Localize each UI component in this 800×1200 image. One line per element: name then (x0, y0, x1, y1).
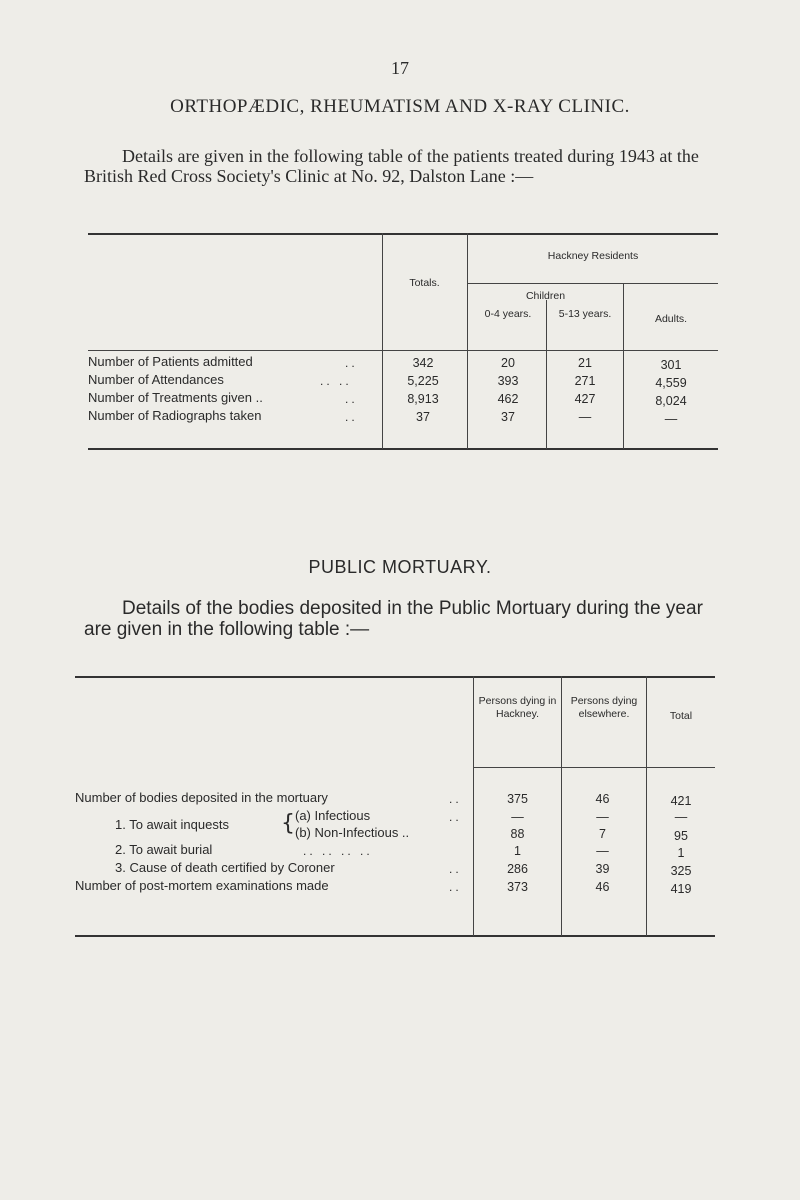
cell-age-5-13: 427 (574, 392, 596, 406)
row-label: (a) Infectious (295, 808, 371, 823)
header-hackney-residents: Hackney Residents (547, 250, 639, 262)
brace-icon: { (281, 811, 295, 836)
cell-hackney: 1 (514, 844, 521, 858)
header-hackney: Persons dying in Hackney. (478, 695, 557, 720)
row-leader: .. (345, 410, 358, 424)
cell-elsewhere: — (596, 810, 609, 824)
cell-total: 419 (670, 882, 692, 896)
cell-hackney: — (511, 810, 524, 824)
header-age-0-4: 0-4 years. (484, 308, 532, 320)
row-label: Number of Patients admitted (88, 354, 253, 369)
cell-elsewhere: 46 (595, 880, 610, 894)
column-divider (546, 300, 547, 449)
cell-total: 1 (677, 846, 685, 860)
row-leader: .. (449, 880, 462, 894)
row-leader: .. .. .. .. (303, 844, 373, 858)
column-divider (382, 233, 383, 449)
cell-adults: — (664, 412, 678, 426)
table-rule-bottom (75, 935, 715, 937)
row-label: (b) Non-Infectious .. (295, 825, 410, 840)
cell-hackney: 375 (507, 792, 528, 806)
row-label: Number of Attendances (88, 372, 224, 387)
cell-total: 325 (670, 864, 692, 878)
cell-age-0-4: 20 (501, 356, 515, 370)
row-label: Number of bodies deposited in the mortuary (75, 790, 328, 805)
cell-total: 421 (670, 794, 692, 808)
cell-age-5-13: 271 (574, 374, 596, 388)
column-divider (467, 233, 468, 449)
inquest-label: 1. To await inquests (115, 817, 229, 832)
cell-adults: 301 (660, 358, 682, 372)
cell-age-0-4: 393 (497, 374, 519, 388)
header-rule (474, 767, 715, 768)
header-adults: Adults. (654, 313, 688, 325)
header-age-5-13: 5-13 years. (558, 308, 612, 320)
cell-elsewhere: — (596, 844, 609, 858)
mortuary-table (75, 676, 715, 938)
row-leader: .. (345, 356, 358, 370)
mortuary-intro: Details of the bodies deposited in the Public Mortuary during the year are given in the following table :— (84, 598, 703, 640)
cell-hackney: 373 (507, 880, 528, 894)
header-elsewhere: Persons dying elsewhere. (570, 695, 638, 720)
cell-elsewhere: 46 (595, 792, 610, 806)
cell-total: 95 (674, 829, 688, 843)
clinic-heading: ORTHOPÆDIC, RHEUMATISM AND X-RAY CLINIC. (170, 96, 630, 117)
mortuary-heading: PUBLIC MORTUARY. (308, 557, 492, 577)
cell-total: — (674, 810, 688, 824)
cell-adults: 8,024 (655, 394, 687, 408)
cell-hackney: 88 (510, 827, 525, 841)
cell-adults: 4,559 (655, 376, 687, 390)
cell-elsewhere: 39 (595, 862, 610, 876)
row-leader: .. (345, 392, 358, 406)
row-label: Number of Treatments given .. (88, 390, 263, 405)
table-rule-top (88, 233, 718, 235)
row-leader: .. .. (320, 374, 352, 388)
row-leader: .. (449, 862, 462, 876)
table-rule-top (75, 676, 715, 678)
cell-age-5-13: 21 (578, 356, 592, 370)
cell-age-5-13: — (578, 410, 592, 424)
row-label: 2. To await burial (115, 842, 213, 857)
cell-age-0-4: 462 (497, 392, 519, 406)
cell-age-0-4: 37 (501, 410, 515, 424)
header-total: Total (669, 710, 693, 722)
row-label: Number of Radiographs taken (88, 408, 262, 423)
header-rule (468, 283, 718, 284)
clinic-intro: Details are given in the following table of the patients treated during 1943 at the British Red Cross Society's Clinic at No. 92, Dalston Lane :— (84, 146, 699, 186)
cell-elsewhere: 7 (599, 827, 606, 841)
page-number: 17 (391, 58, 409, 78)
row-label: Number of post-mortem examinations made (75, 878, 329, 893)
row-leader: .. (449, 810, 462, 824)
row-leader: .. (449, 792, 462, 806)
row-label: 3. Cause of death certified by Coroner (115, 860, 335, 875)
cell-totals: 342 (412, 356, 434, 370)
clinic-table (88, 233, 718, 451)
cell-totals: 5,225 (407, 374, 439, 388)
cell-totals: 8,913 (407, 392, 439, 406)
cell-hackney: 286 (507, 862, 528, 876)
header-children: Children (525, 290, 566, 302)
header-totals: Totals. (409, 277, 440, 289)
cell-totals: 37 (416, 410, 430, 424)
